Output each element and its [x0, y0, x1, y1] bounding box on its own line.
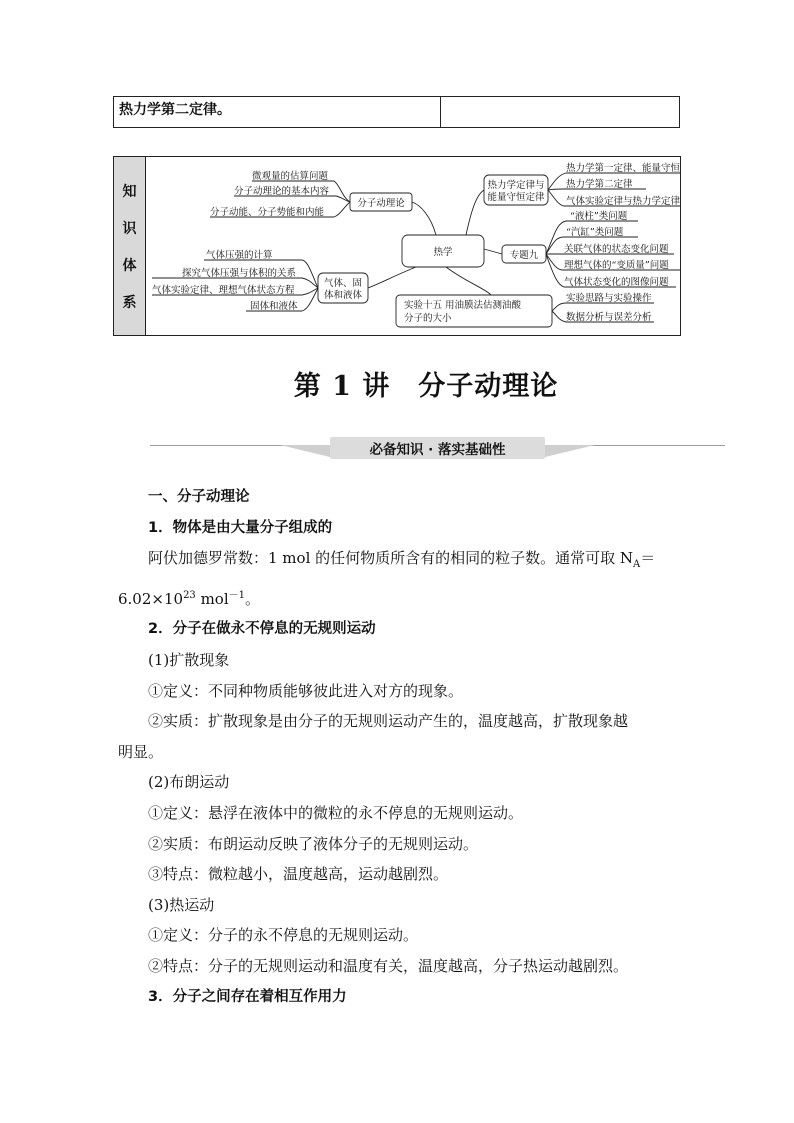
text-span: 阿伏加德罗常数：1 mol 的任何物质所含有的相同的粒子数。通常可取 N: [148, 549, 634, 568]
topic9-item: 理想气体的“变质量”问题: [564, 260, 669, 271]
paragraph: (2)布朗运动: [148, 773, 230, 792]
experiment-node-line2: 分子的大小: [404, 313, 452, 324]
paragraph: [118, 543, 678, 581]
text-span: 。: [245, 589, 261, 608]
section-banner: [150, 437, 725, 465]
section-heading: 一、分子动理论: [148, 489, 250, 505]
thermo-item: 热力学第一定律、能量守恒: [566, 163, 681, 174]
kinetic-item: 分子动理论的基本内容: [234, 186, 330, 197]
gas-node-line2: 体和液体: [323, 290, 363, 301]
link-line: [552, 303, 654, 311]
table-cell: [441, 97, 679, 127]
text-span: mol: [195, 589, 229, 608]
text-span: 6.02×10: [118, 589, 184, 608]
kinetic-item: 分子动能、分子势能和内能: [210, 207, 325, 218]
topic9-item: 关联气体的状态变化问题: [564, 244, 669, 255]
banner-text: 必备知识 · 落实基础性: [330, 437, 545, 459]
link-line: [412, 202, 436, 235]
gas-item: 气体压强的计算: [206, 250, 273, 261]
label-char: 体: [122, 257, 137, 274]
paragraph: ②实质：扩散现象是由分子的无规则运动产生的，温度越高，扩散现象越: [148, 712, 629, 731]
topic9-item: “汽缸”类问题: [566, 227, 624, 238]
gas-item: 固体和液体: [250, 301, 298, 312]
topic9-item: “液柱”类问题: [570, 211, 628, 222]
thermo-node-line2: 能量守恒定律: [487, 192, 545, 203]
mind-map: [146, 157, 680, 335]
gas-item: 探究气体压强与体积的关系: [182, 268, 297, 279]
paragraph: (1)扩散现象: [148, 650, 230, 669]
banner-wing-right: [545, 445, 595, 457]
paragraph: ②特点：分子的无规则运动和温度有关，温度越高，分子热运动越剧烈。: [148, 956, 629, 975]
paragraph: ①定义：悬浮在液体中的微粒的永不停息的无规则运动。: [148, 803, 524, 822]
superscript: 23: [183, 589, 196, 601]
lesson-title: 第 1 讲 分子动理论: [293, 371, 559, 402]
topic9-node: 专题九: [509, 250, 539, 261]
text-span: ＝: [640, 549, 656, 568]
mind-map-svg: [146, 157, 680, 335]
link-line: [446, 267, 491, 295]
kinetic-item: 微观量的估算问题: [252, 171, 329, 182]
label-char: 识: [122, 220, 137, 237]
paragraph: [118, 581, 678, 615]
paragraph: (3)热运动: [148, 895, 215, 914]
experiment-item: 数据分析与误差分析: [566, 312, 652, 323]
link-line: [466, 190, 484, 235]
paragraph: ①定义：分子的永不停息的无规则运动。: [148, 926, 419, 945]
experiment-item: 实验思路与实验操作: [566, 293, 652, 304]
subheading: 3．分子之间存在着相互作用力: [148, 988, 347, 1005]
subscript: A: [633, 559, 641, 571]
thermo-item: 热力学第二定律: [566, 179, 633, 190]
kinetic-node: 分子动理论: [357, 198, 405, 209]
top-table: [113, 96, 680, 128]
label-char: 知: [122, 183, 137, 200]
subheading: 1．物体是由大量分子组成的: [148, 519, 333, 536]
gas-item: 气体实验定律、理想气体状态方程: [152, 285, 295, 296]
subheading: 2．分子在做永不停息的无规则运动: [148, 621, 376, 638]
paragraph: ①定义：不同种物质能够彼此进入对方的现象。: [148, 681, 464, 700]
thermo-node-line1: 热力学定律与: [487, 180, 545, 191]
link-line: [368, 267, 416, 288]
table-cell: 热力学第二定律。: [114, 97, 441, 127]
paragraph: 明显。: [118, 742, 164, 761]
topic9-item: 气体状态变化的图像问题: [564, 277, 669, 288]
paragraph: ②实质：布朗运动反映了液体分子的无规则运动。: [148, 834, 479, 853]
banner-wing-left: [280, 445, 330, 457]
link-line: [484, 249, 502, 254]
experiment-node-line1: 实验十五 用油膜法估测油酸: [404, 300, 522, 311]
center-node: 热学: [433, 247, 453, 258]
thermo-item: 气体实验定律与热力学定律: [566, 196, 681, 207]
label-char: 系: [122, 294, 137, 311]
lesson-content: [118, 482, 678, 1012]
knowledge-system-box: [113, 156, 681, 336]
gas-node-line1: 气体、固: [323, 278, 363, 289]
superscript: －1: [228, 589, 245, 601]
paragraph: ③特点：微粒越小，温度越高，运动越剧烈。: [148, 865, 449, 884]
knowledge-system-label: [114, 157, 146, 335]
